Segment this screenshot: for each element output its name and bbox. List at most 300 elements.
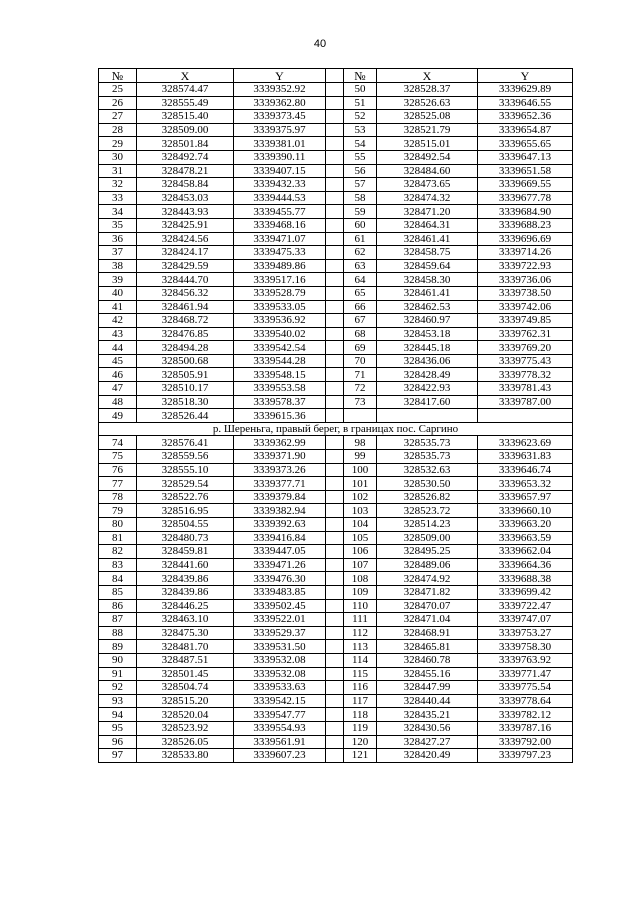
point-number-right: 117	[344, 694, 377, 708]
table-row	[99, 463, 573, 477]
point-number-left: 78	[99, 490, 137, 504]
point-number-left: 44	[99, 341, 137, 355]
column-separator	[326, 246, 344, 260]
column-separator	[326, 354, 344, 368]
x-coordinate-left: 328461.94	[137, 300, 234, 314]
point-number-right: 111	[344, 613, 377, 627]
table-row	[99, 273, 573, 287]
point-number-left: 34	[99, 205, 137, 219]
y-coordinate-left: 3339475.33	[234, 246, 326, 260]
table-row	[99, 164, 573, 178]
x-coordinate-left: 328559.56	[137, 450, 234, 464]
point-number-left: 40	[99, 286, 137, 300]
column-separator	[326, 273, 344, 287]
y-coordinate-right: 3339696.69	[478, 232, 573, 246]
header-num-left: №	[99, 69, 137, 83]
y-coordinate-right: 3339758.30	[478, 640, 573, 654]
x-coordinate-left: 328458.84	[137, 178, 234, 192]
x-coordinate-right: 328427.27	[377, 735, 478, 749]
point-number-right: 66	[344, 300, 377, 314]
x-coordinate-right: 328471.82	[377, 585, 478, 599]
table-row	[99, 477, 573, 491]
y-coordinate-left: 3339471.26	[234, 558, 326, 572]
y-coordinate-left: 3339392.63	[234, 518, 326, 532]
table-row	[99, 681, 573, 695]
table-row	[99, 286, 573, 300]
y-coordinate-left: 3339489.86	[234, 259, 326, 273]
point-number-left: 74	[99, 436, 137, 450]
x-coordinate-right: 328473.65	[377, 178, 478, 192]
block2-body	[99, 436, 573, 762]
table-row	[99, 653, 573, 667]
x-coordinate-right: 328474.32	[377, 191, 478, 205]
point-number-right: 108	[344, 572, 377, 586]
x-coordinate-right: 328515.01	[377, 137, 478, 151]
column-separator	[326, 463, 344, 477]
x-coordinate-left: 328501.45	[137, 667, 234, 681]
y-coordinate-right: 3339722.47	[478, 599, 573, 613]
x-coordinate-left: 328526.05	[137, 735, 234, 749]
y-coordinate-left: 3339471.07	[234, 232, 326, 246]
x-coordinate-left: 328492.74	[137, 150, 234, 164]
point-number-left: 29	[99, 137, 137, 151]
y-coordinate-left: 3339532.08	[234, 667, 326, 681]
point-number-right: 52	[344, 110, 377, 124]
table-row	[99, 327, 573, 341]
table-row	[99, 314, 573, 328]
y-coordinate-right: 3339753.27	[478, 626, 573, 640]
column-separator	[326, 436, 344, 450]
point-number-left: 28	[99, 123, 137, 137]
y-coordinate-left: 3339540.02	[234, 327, 326, 341]
point-number-left: 76	[99, 463, 137, 477]
x-coordinate-left: 328487.51	[137, 653, 234, 667]
y-coordinate-left: 3339432.33	[234, 178, 326, 192]
point-number-right: 105	[344, 531, 377, 545]
y-coordinate-right: 3339647.13	[478, 150, 573, 164]
x-coordinate-left: 328425.91	[137, 218, 234, 232]
x-coordinate-right: 328492.54	[377, 150, 478, 164]
x-coordinate-right: 328509.00	[377, 531, 478, 545]
y-coordinate-left: 3339502.45	[234, 599, 326, 613]
point-number-left: 47	[99, 382, 137, 396]
x-coordinate-right: 328535.73	[377, 436, 478, 450]
point-number-right: 64	[344, 273, 377, 287]
x-coordinate-left: 328443.93	[137, 205, 234, 219]
y-coordinate-left: 3339615.36	[234, 409, 326, 423]
x-coordinate-right: 328523.72	[377, 504, 478, 518]
x-coordinate-right: 328435.21	[377, 708, 478, 722]
y-coordinate-left: 3339553.58	[234, 382, 326, 396]
column-separator	[326, 178, 344, 192]
x-coordinate-right: 328417.60	[377, 395, 478, 409]
y-coordinate-right: 3339655.65	[478, 137, 573, 151]
table-row	[99, 531, 573, 545]
y-coordinate-left: 3339407.15	[234, 164, 326, 178]
point-number-left: 84	[99, 572, 137, 586]
x-coordinate-left: 328480.73	[137, 531, 234, 545]
x-coordinate-left: 328504.74	[137, 681, 234, 695]
point-number-right: 55	[344, 150, 377, 164]
x-coordinate-left: 328476.85	[137, 327, 234, 341]
x-coordinate-right: 328535.73	[377, 450, 478, 464]
x-coordinate-right: 328447.99	[377, 681, 478, 695]
column-separator	[326, 545, 344, 559]
column-separator	[326, 613, 344, 627]
point-number-left: 95	[99, 721, 137, 735]
section-title: р. Шереньга, правый берег, в границах пос. Саргино	[99, 422, 573, 436]
y-coordinate-right: 3339664.36	[478, 558, 573, 572]
x-coordinate-right: 328525.08	[377, 110, 478, 124]
table-row	[99, 368, 573, 382]
y-coordinate-right	[478, 409, 573, 423]
point-number-right: 115	[344, 667, 377, 681]
point-number-right: 70	[344, 354, 377, 368]
x-coordinate-right: 328471.04	[377, 613, 478, 627]
y-coordinate-right: 3339787.16	[478, 721, 573, 735]
x-coordinate-left: 328526.44	[137, 409, 234, 423]
column-separator	[326, 599, 344, 613]
point-number-right: 54	[344, 137, 377, 151]
point-number-right: 69	[344, 341, 377, 355]
point-number-left: 48	[99, 395, 137, 409]
column-separator	[326, 300, 344, 314]
point-number-right: 119	[344, 721, 377, 735]
column-separator	[326, 518, 344, 532]
y-coordinate-left: 3339468.16	[234, 218, 326, 232]
table-row	[99, 150, 573, 164]
x-coordinate-left: 328576.41	[137, 436, 234, 450]
y-coordinate-left: 3339607.23	[234, 749, 326, 763]
column-separator	[326, 218, 344, 232]
y-coordinate-right: 3339797.23	[478, 749, 573, 763]
y-coordinate-right: 3339738.50	[478, 286, 573, 300]
column-separator	[326, 286, 344, 300]
y-coordinate-right: 3339787.00	[478, 395, 573, 409]
table-row	[99, 137, 573, 151]
x-coordinate-right: 328428.49	[377, 368, 478, 382]
x-coordinate-left: 328520.04	[137, 708, 234, 722]
x-coordinate-right: 328470.07	[377, 599, 478, 613]
y-coordinate-left: 3339544.28	[234, 354, 326, 368]
x-coordinate-right: 328461.41	[377, 286, 478, 300]
table-row	[99, 218, 573, 232]
point-number-left: 37	[99, 246, 137, 260]
table-row	[99, 191, 573, 205]
y-coordinate-left: 3339476.30	[234, 572, 326, 586]
x-coordinate-right: 328521.79	[377, 123, 478, 137]
y-coordinate-right: 3339684.90	[478, 205, 573, 219]
column-separator	[326, 69, 344, 83]
y-coordinate-right: 3339782.12	[478, 708, 573, 722]
point-number-left: 38	[99, 259, 137, 273]
point-number-left: 46	[99, 368, 137, 382]
y-coordinate-left: 3339375.97	[234, 123, 326, 137]
table-row	[99, 382, 573, 396]
y-coordinate-right: 3339623.69	[478, 436, 573, 450]
x-coordinate-left: 328516.95	[137, 504, 234, 518]
x-coordinate-right: 328430.56	[377, 721, 478, 735]
point-number-right: 106	[344, 545, 377, 559]
point-number-left: 88	[99, 626, 137, 640]
point-number-left: 26	[99, 96, 137, 110]
x-coordinate-left: 328518.30	[137, 395, 234, 409]
column-separator	[326, 585, 344, 599]
table-row	[99, 735, 573, 749]
y-coordinate-right: 3339747.07	[478, 613, 573, 627]
point-number-right: 63	[344, 259, 377, 273]
x-coordinate-left: 328494.28	[137, 341, 234, 355]
point-number-left: 87	[99, 613, 137, 627]
y-coordinate-left: 3339561.91	[234, 735, 326, 749]
point-number-right: 60	[344, 218, 377, 232]
x-coordinate-right: 328532.63	[377, 463, 478, 477]
y-coordinate-right: 3339771.47	[478, 667, 573, 681]
point-number-right: 73	[344, 395, 377, 409]
y-coordinate-right: 3339778.64	[478, 694, 573, 708]
table-row	[99, 450, 573, 464]
y-coordinate-left: 3339371.90	[234, 450, 326, 464]
x-coordinate-left: 328533.80	[137, 749, 234, 763]
x-coordinate-left: 328574.47	[137, 83, 234, 97]
x-coordinate-right: 328455.16	[377, 667, 478, 681]
y-coordinate-right: 3339652.36	[478, 110, 573, 124]
point-number-left: 90	[99, 653, 137, 667]
column-separator	[326, 110, 344, 124]
y-coordinate-left: 3339533.05	[234, 300, 326, 314]
column-separator	[326, 83, 344, 97]
point-number-right: 57	[344, 178, 377, 192]
table-row	[99, 504, 573, 518]
table-row	[99, 613, 573, 627]
point-number-left: 89	[99, 640, 137, 654]
point-number-right: 53	[344, 123, 377, 137]
column-separator	[326, 205, 344, 219]
point-number-right: 58	[344, 191, 377, 205]
y-coordinate-left: 3339373.26	[234, 463, 326, 477]
column-separator	[326, 382, 344, 396]
x-coordinate-right: 328514.23	[377, 518, 478, 532]
x-coordinate-right: 328453.18	[377, 327, 478, 341]
point-number-right: 112	[344, 626, 377, 640]
x-coordinate-right: 328445.18	[377, 341, 478, 355]
y-coordinate-right: 3339662.04	[478, 545, 573, 559]
block1-body	[99, 83, 573, 423]
x-coordinate-left: 328444.70	[137, 273, 234, 287]
point-number-right: 102	[344, 490, 377, 504]
y-coordinate-left: 3339377.71	[234, 477, 326, 491]
point-number-left: 83	[99, 558, 137, 572]
table-row	[99, 518, 573, 532]
header-y-left: Y	[234, 69, 326, 83]
x-coordinate-right	[377, 409, 478, 423]
x-coordinate-left: 328529.54	[137, 477, 234, 491]
y-coordinate-right: 3339653.32	[478, 477, 573, 491]
x-coordinate-left: 328555.49	[137, 96, 234, 110]
column-separator	[326, 681, 344, 695]
table-row	[99, 721, 573, 735]
y-coordinate-left: 3339379.84	[234, 490, 326, 504]
column-separator	[326, 735, 344, 749]
x-coordinate-left: 328459.81	[137, 545, 234, 559]
table-row	[99, 409, 573, 423]
point-number-left: 30	[99, 150, 137, 164]
point-number-right: 116	[344, 681, 377, 695]
point-number-left: 33	[99, 191, 137, 205]
point-number-right: 51	[344, 96, 377, 110]
table-row	[99, 110, 573, 124]
column-separator	[326, 137, 344, 151]
table-row	[99, 694, 573, 708]
point-number-left: 96	[99, 735, 137, 749]
x-coordinate-right: 328468.91	[377, 626, 478, 640]
table-row	[99, 178, 573, 192]
column-separator	[326, 232, 344, 246]
table-row	[99, 341, 573, 355]
point-number-right: 114	[344, 653, 377, 667]
x-coordinate-left: 328523.92	[137, 721, 234, 735]
x-coordinate-left: 328424.17	[137, 246, 234, 260]
section-title-row	[99, 422, 573, 436]
y-coordinate-right: 3339722.93	[478, 259, 573, 273]
x-coordinate-right: 328460.78	[377, 653, 478, 667]
x-coordinate-right: 328474.92	[377, 572, 478, 586]
table-row	[99, 640, 573, 654]
y-coordinate-right: 3339629.89	[478, 83, 573, 97]
point-number-right: 118	[344, 708, 377, 722]
column-separator	[326, 694, 344, 708]
y-coordinate-right: 3339775.43	[478, 354, 573, 368]
column-separator	[326, 572, 344, 586]
point-number-right: 98	[344, 436, 377, 450]
column-separator	[326, 259, 344, 273]
y-coordinate-left: 3339522.01	[234, 613, 326, 627]
x-coordinate-left: 328463.10	[137, 613, 234, 627]
y-coordinate-right: 3339749.85	[478, 314, 573, 328]
table-row	[99, 572, 573, 586]
x-coordinate-left: 328456.32	[137, 286, 234, 300]
y-coordinate-right: 3339742.06	[478, 300, 573, 314]
point-number-right: 99	[344, 450, 377, 464]
x-coordinate-right: 328440.44	[377, 694, 478, 708]
y-coordinate-left: 3339390.11	[234, 150, 326, 164]
y-coordinate-right: 3339669.55	[478, 178, 573, 192]
table-row	[99, 83, 573, 97]
column-separator	[326, 123, 344, 137]
point-number-left: 35	[99, 218, 137, 232]
point-number-left: 75	[99, 450, 137, 464]
y-coordinate-left: 3339529.37	[234, 626, 326, 640]
point-number-right: 110	[344, 599, 377, 613]
point-number-right: 68	[344, 327, 377, 341]
x-coordinate-right: 328465.81	[377, 640, 478, 654]
header-num-right: №	[344, 69, 377, 83]
table-row	[99, 96, 573, 110]
y-coordinate-left: 3339542.15	[234, 694, 326, 708]
x-coordinate-left: 328424.56	[137, 232, 234, 246]
y-coordinate-left: 3339416.84	[234, 531, 326, 545]
table-header-row	[99, 69, 573, 83]
y-coordinate-right: 3339736.06	[478, 273, 573, 287]
point-number-right: 120	[344, 735, 377, 749]
table-row	[99, 667, 573, 681]
point-number-left: 45	[99, 354, 137, 368]
point-number-right: 100	[344, 463, 377, 477]
table-row	[99, 300, 573, 314]
x-coordinate-left: 328453.03	[137, 191, 234, 205]
y-coordinate-right: 3339646.74	[478, 463, 573, 477]
x-coordinate-left: 328439.86	[137, 585, 234, 599]
table-row	[99, 545, 573, 559]
column-separator	[326, 164, 344, 178]
y-coordinate-left: 3339362.99	[234, 436, 326, 450]
x-coordinate-right: 328471.20	[377, 205, 478, 219]
point-number-right: 109	[344, 585, 377, 599]
y-coordinate-right: 3339660.10	[478, 504, 573, 518]
x-coordinate-right: 328436.06	[377, 354, 478, 368]
y-coordinate-right: 3339663.20	[478, 518, 573, 532]
point-number-left: 36	[99, 232, 137, 246]
point-number-right: 50	[344, 83, 377, 97]
point-number-left: 79	[99, 504, 137, 518]
x-coordinate-left: 328478.21	[137, 164, 234, 178]
x-coordinate-left: 328429.59	[137, 259, 234, 273]
y-coordinate-right: 3339688.23	[478, 218, 573, 232]
y-coordinate-right: 3339775.54	[478, 681, 573, 695]
point-number-right: 67	[344, 314, 377, 328]
column-separator	[326, 341, 344, 355]
column-separator	[326, 450, 344, 464]
column-separator	[326, 504, 344, 518]
point-number-right: 101	[344, 477, 377, 491]
point-number-left: 27	[99, 110, 137, 124]
x-coordinate-right: 328530.50	[377, 477, 478, 491]
y-coordinate-right: 3339646.55	[478, 96, 573, 110]
y-coordinate-right: 3339769.20	[478, 341, 573, 355]
point-number-right: 59	[344, 205, 377, 219]
table-row	[99, 354, 573, 368]
point-number-left: 42	[99, 314, 137, 328]
x-coordinate-right: 328526.63	[377, 96, 478, 110]
point-number-right: 104	[344, 518, 377, 532]
column-separator	[326, 653, 344, 667]
table-row	[99, 599, 573, 613]
column-separator	[326, 191, 344, 205]
header-y-right: Y	[478, 69, 573, 83]
point-number-left: 32	[99, 178, 137, 192]
y-coordinate-right: 3339663.59	[478, 531, 573, 545]
point-number-right: 107	[344, 558, 377, 572]
y-coordinate-left: 3339483.85	[234, 585, 326, 599]
point-number-right: 61	[344, 232, 377, 246]
column-separator	[326, 667, 344, 681]
point-number-right: 65	[344, 286, 377, 300]
column-separator	[326, 558, 344, 572]
x-coordinate-left: 328509.00	[137, 123, 234, 137]
point-number-left: 43	[99, 327, 137, 341]
x-coordinate-left: 328439.86	[137, 572, 234, 586]
point-number-right: 56	[344, 164, 377, 178]
y-coordinate-right: 3339781.43	[478, 382, 573, 396]
x-coordinate-right: 328422.93	[377, 382, 478, 396]
x-coordinate-right: 328489.06	[377, 558, 478, 572]
point-number-left: 31	[99, 164, 137, 178]
y-coordinate-left: 3339532.08	[234, 653, 326, 667]
y-coordinate-left: 3339352.92	[234, 83, 326, 97]
y-coordinate-left: 3339381.01	[234, 137, 326, 151]
point-number-left: 41	[99, 300, 137, 314]
column-separator	[326, 477, 344, 491]
